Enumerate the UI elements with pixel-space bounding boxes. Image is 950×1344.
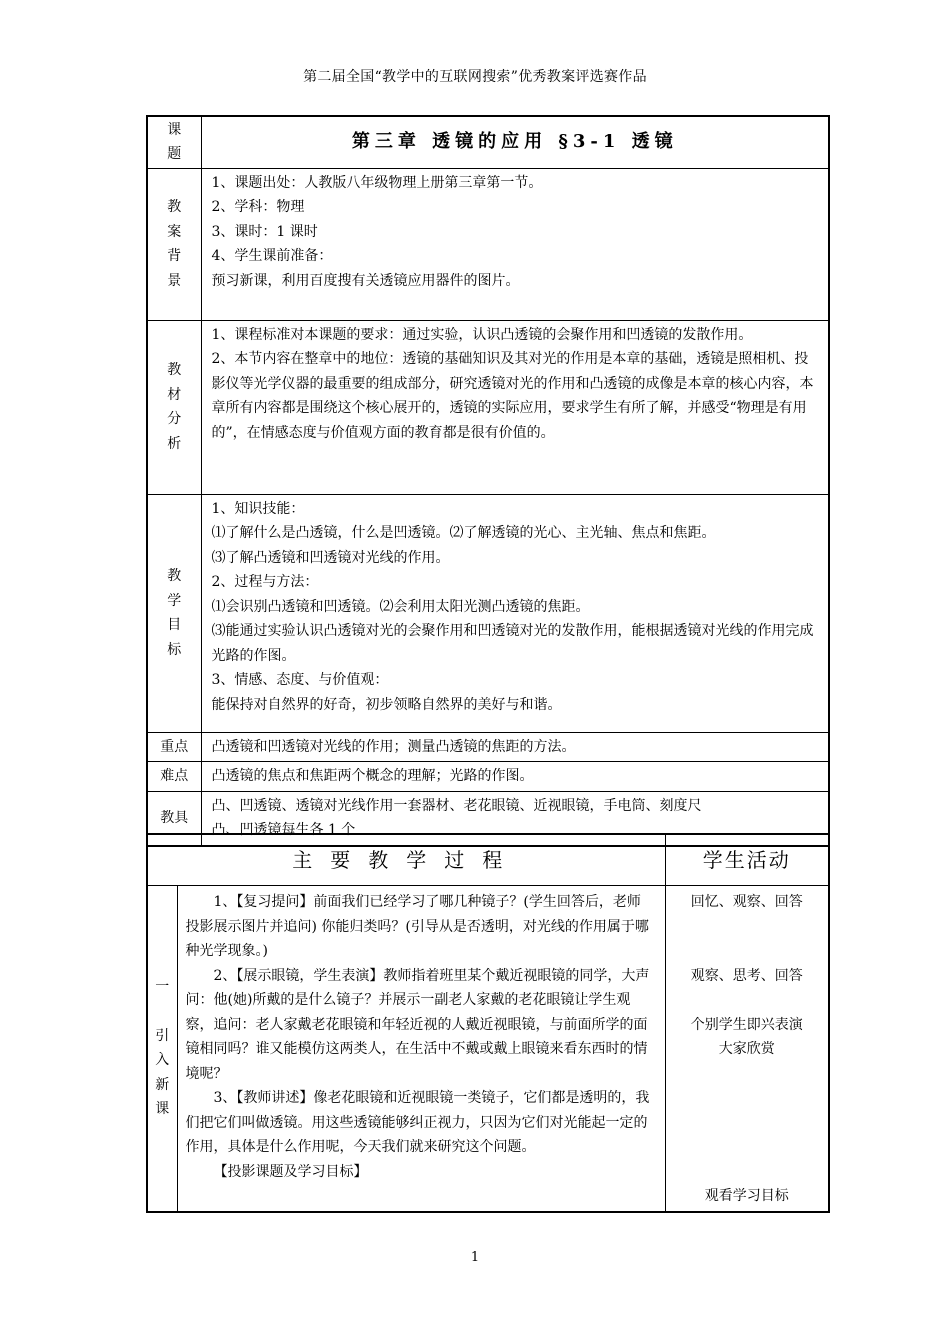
background-label: 教 案 背 景 <box>147 168 201 320</box>
teaching-tools-line: 凸、凹透镜每生各 1 个 <box>211 822 356 838</box>
goals-line: ⑴会识别凸透镜和凹透镜。⑵会利用太阳光测凸透镜的焦距。 <box>211 598 590 615</box>
activity-item: 大家欣赏 <box>718 1041 775 1057</box>
activity-item: 个别学生即兴表演 <box>690 1016 803 1033</box>
difficulty-label: 难点 <box>147 762 201 792</box>
process-paragraph: 3、【教师讲述】像老花眼镜和近视眼镜一类镜子，它们都是透明的，我们把它们叫做透镜。用这些透镜能够纠正视力，只因为它们对光能起一定的作用，具体是什么作用呢，今天我们就来研究这个问题。 <box>185 1090 650 1155</box>
background-line: 3、课时：1 课时 <box>211 223 318 240</box>
goals-line: 3、情感、态度、与价值观： <box>211 672 389 688</box>
background-line: 2、学科：物理 <box>211 199 305 215</box>
section-intro-label: 一 引 入 新 课 <box>147 886 177 1212</box>
goals-line: 能保持对自然界的好奇，初步领略自然界的美好与和谐。 <box>211 696 562 713</box>
goals-label: 教 学 目 标 <box>147 494 201 732</box>
background-line: 预习新课，利用百度搜有关透镜应用器件的图片。 <box>211 272 520 289</box>
main-process-header: 主要教学过程 <box>147 834 665 886</box>
analysis-content <box>201 320 829 494</box>
difficulty-text: 凸透镜的焦点和焦距两个概念的理解；光路的作图。 <box>201 762 829 792</box>
goals-line: 2、过程与方法： <box>211 574 319 590</box>
analysis-row <box>147 320 829 494</box>
page-number: 1 <box>470 1250 480 1265</box>
teaching-process-table <box>146 833 830 1213</box>
process-paragraph: 1、【复习提问】前面我们已经学习了哪几种镜子？(学生回答后，老师投影展示图片并追问) 你能归类吗？(引导从是否透明，对光线的作用属于哪种光学现象。) <box>185 894 649 959</box>
goals-content <box>201 494 829 732</box>
analysis-paragraph: 2、本节内容在整章中的地位：透镜的基础知识及其对光的作用是本章的基础，透镜是照相机、投影仪等光学仪器的最重要的组成部分，研究透镜对光的作用和凸透镜的成像是本章的核心内容，本章所有内容都是围绕这个核心展开的，透镜的实际应用，要求学生有所了解，并感受“物理是有用的”，在情感态度与价值观方面的教育都是很有价值的。 <box>211 351 814 441</box>
activity-item: 观察、思考、回答 <box>690 967 803 984</box>
key-points-row <box>147 732 829 762</box>
analysis-label: 教 材 分 析 <box>147 320 201 494</box>
lesson-info-table <box>146 115 830 847</box>
goals-line: 1、知识技能： <box>211 500 305 517</box>
topic-row <box>147 116 829 168</box>
teaching-tools-label: 教具 <box>147 791 201 846</box>
section-intro-row <box>147 886 829 1212</box>
page-header: 第二届全国“教学中的互联网搜索”优秀教案评选赛作品 <box>303 69 647 85</box>
goals-line: ⑶了解凸透镜和凹透镜对光线的作用。 <box>211 549 450 566</box>
goals-line: ⑶能通过实验认识凸透镜对光的会聚作用和凹透镜对光的发散作用，能根据透镜对光线的作用完成光路的作图。 <box>211 623 814 664</box>
goals-line: ⑴了解什么是凸透镜，什么是凹透镜。⑵了解透镜的光心、主光轴、焦点和焦距。 <box>211 525 716 541</box>
key-points-label: 重点 <box>147 732 201 762</box>
background-row <box>147 168 829 320</box>
lesson-title: 第三章 透镜的应用 §3-1 透镜 <box>201 116 829 168</box>
background-content <box>201 168 829 320</box>
topic-label: 课 题 <box>147 116 201 168</box>
teaching-tools-line: 凸、凹透镜、透镜对光线作用一套器材、老花眼镜、近视眼镜，手电筒、刻度尺 <box>211 797 702 814</box>
activity-item: 观看学习目标 <box>704 1187 789 1204</box>
analysis-paragraph: 1、课程标准对本课题的要求：通过实验，认识凸透镜的会聚作用和凹透镜的发散作用。 <box>211 326 753 343</box>
key-points-text: 凸透镜和凹透镜对光线的作用；测量凸透镜的焦距的方法。 <box>201 732 829 762</box>
process-header-row <box>147 834 829 886</box>
difficulty-row <box>147 762 829 792</box>
process-paragraph: 2、【展示眼镜，学生表演】教师指着班里某个戴近视眼镜的同学，大声问：他(她)所戴的是什么镜子？并展示一副老人家戴的老花眼镜让学生观察，追问：老人家戴老花眼镜和年轻近视的人戴近视眼镜，与前面所学的面镜相同吗？谁又能模仿这两类人，在生活中不戴或戴上眼镜来看东西时的情境呢？ <box>185 967 650 1082</box>
activity-item: 回忆、观察、回答 <box>690 894 803 910</box>
goals-row <box>147 494 829 732</box>
process-paragraph: 【投影课题及学习目标】 <box>213 1163 368 1180</box>
process-content <box>177 886 665 1212</box>
background-line: 4、学生课前准备： <box>211 248 333 264</box>
student-activities <box>665 886 829 1212</box>
student-activity-header: 学生活动 <box>665 834 829 886</box>
background-line: 1、课题出处：人教版八年级物理上册第三章第一节。 <box>211 174 543 191</box>
